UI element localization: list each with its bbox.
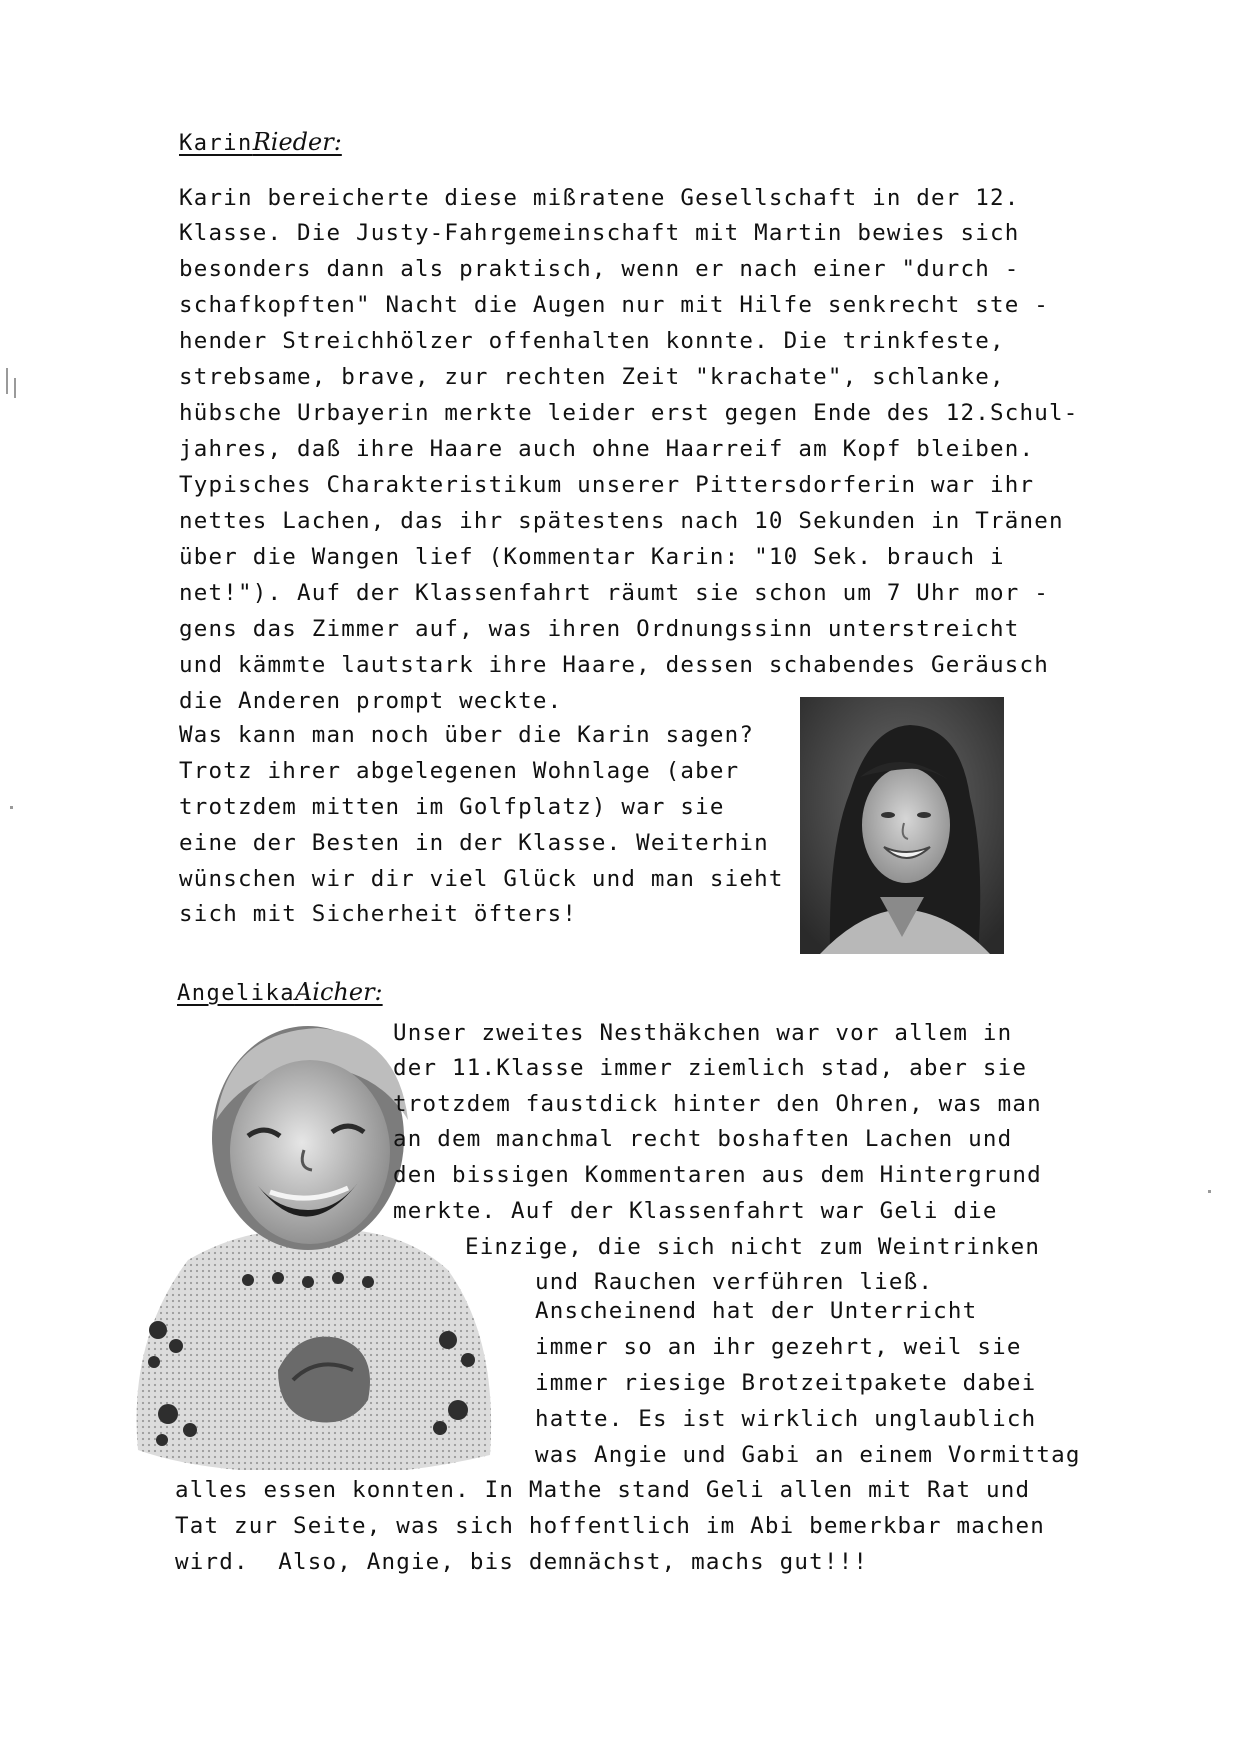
angelika-line: an dem manchmal recht boshaften Lachen und — [393, 1126, 1013, 1152]
angelika-line: Anscheinend hat der Unterricht — [535, 1298, 978, 1324]
karin-line: hender Streichhölzer offenhalten konnte. Die trinkfeste, — [179, 328, 1005, 354]
karin-line: Klasse. Die Justy-Fahrgemeinschaft mit Martin bewies sich — [179, 220, 1020, 246]
karin-line: wünschen wir dir viel Glück und man sieht — [179, 866, 784, 892]
karin-line: und kämmte lautstark ihre Haare, dessen schabendes Geräusch — [179, 652, 1050, 678]
karin-line: net!"). Auf der Klassenfahrt räumt sie schon um 7 Uhr mor - — [179, 580, 1050, 606]
angelika-line: und Rauchen verführen ließ. — [535, 1269, 934, 1295]
angelika-line: den bissigen Kommentaren aus dem Hintergrund — [393, 1162, 1042, 1188]
karin-line: eine der Besten in der Klasse. Weiterhin — [179, 830, 769, 856]
scan-speck — [1208, 1190, 1211, 1193]
karin-line: besonders dann als praktisch, wenn er nach einer "durch - — [179, 256, 1020, 282]
scan-speck — [6, 368, 8, 394]
karin-line: Trotz ihrer abgelegenen Wohnlage (aber — [179, 758, 740, 784]
angelika-surname-handwritten: Aicher: — [294, 978, 383, 1006]
karin-line: Karin bereicherte diese mißratene Gesellschaft in der 12. — [179, 185, 1020, 211]
karin-line: nettes Lachen, das ihr spätestens nach 10 Sekunden in Tränen — [179, 508, 1064, 534]
karin-name: Karin — [179, 131, 253, 156]
karin-line: strebsame, brave, zur rechten Zeit "krachate", schlanke, — [179, 364, 1005, 390]
karin-line: schafkopften" Nacht die Augen nur mit Hilfe senkrecht ste - — [179, 292, 1050, 318]
angelika-line: hatte. Es ist wirklich unglaublich — [535, 1406, 1037, 1432]
angelika-line: wird. Also, Angie, bis demnächst, machs gut!!! — [175, 1549, 869, 1575]
karin-line: jahres, daß ihre Haare auch ohne Haarreif am Kopf bleiben. — [179, 436, 1035, 462]
angelika-line: der 11.Klasse immer ziemlich stad, aber sie — [393, 1055, 1028, 1081]
angelika-line: alles essen konnten. In Mathe stand Geli allen mit Rat und — [175, 1477, 1031, 1503]
angelika-line: trotzdem faustdick hinter den Ohren, was man — [393, 1091, 1042, 1117]
karin-line: sich mit Sicherheit öfters! — [179, 901, 578, 927]
karin-line: Was kann man noch über die Karin sagen? — [179, 722, 755, 748]
karin-portrait-photo — [800, 697, 1004, 954]
karin-line: trotzdem mitten im Golfplatz) war sie — [179, 794, 725, 820]
angelika-line: immer so an ihr gezehrt, weil sie — [535, 1334, 1022, 1360]
karin-surname-handwritten: Rieder: — [252, 128, 342, 156]
angelika-line: Unser zweites Nesthäkchen war vor allem in — [393, 1020, 1013, 1046]
angelika-line: was Angie und Gabi an einem Vormittag — [535, 1442, 1081, 1468]
karin-line: Typisches Charakteristikum unserer Pittersdorferin war ihr — [179, 472, 1035, 498]
angelika-line: immer riesige Brotzeitpakete dabei — [535, 1370, 1037, 1396]
scan-speck — [14, 378, 16, 398]
scan-speck — [10, 806, 13, 809]
karin-line: über die Wangen lief (Kommentar Karin: "10 Sek. brauch i — [179, 544, 1005, 570]
angelika-heading — [177, 978, 383, 1006]
karin-line: gens das Zimmer auf, was ihren Ordnungssinn unterstreicht — [179, 616, 1020, 642]
karin-line: hübsche Urbayerin merkte leider erst gegen Ende des 12.Schul- — [179, 400, 1079, 426]
angelika-line: Tat zur Seite, was sich hoffentlich im Abi bemerkbar machen — [175, 1513, 1046, 1539]
karin-heading — [179, 128, 342, 156]
angelika-line: Einzige, die sich nicht zum Weintrinken — [465, 1234, 1041, 1260]
angelika-name: Angelika — [177, 981, 295, 1006]
karin-line: die Anderen prompt weckte. — [179, 688, 563, 714]
angelika-line: merkte. Auf der Klassenfahrt war Geli die — [393, 1198, 998, 1224]
